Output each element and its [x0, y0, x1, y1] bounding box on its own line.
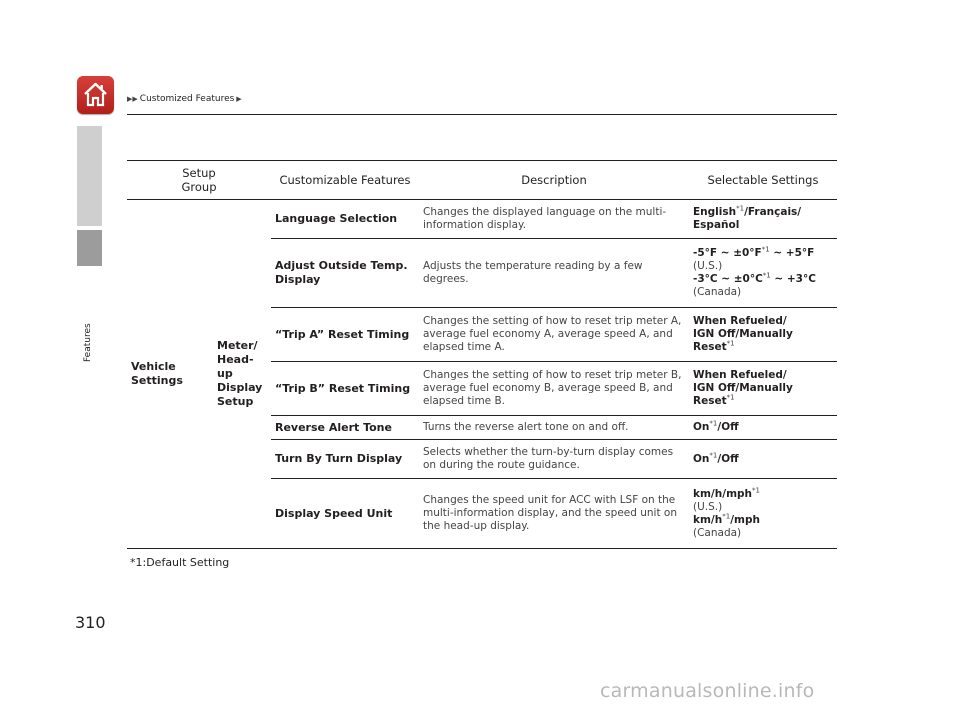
feature-name: “Trip B” Reset Timing: [271, 362, 419, 416]
feature-description: Turns the reverse alert tone on and off.: [419, 416, 689, 440]
feature-description: Changes the setting of how to reset trip meter A, average fuel economy A, average speed A, and elapsed time A.: [419, 308, 689, 362]
breadcrumb-link[interactable]: Customized Features: [139, 94, 235, 104]
feature-description: Selects whether the turn-by-turn display comes on during the route guidance.: [419, 440, 689, 479]
feature-description: Changes the displayed language on the multi-information display.: [419, 200, 689, 239]
home-button[interactable]: [77, 76, 114, 114]
feature-settings: When Refueled/ IGN Off/Manually Reset$^{*1}$: [689, 308, 837, 362]
group-meter-head-up-display-setup: Meter/ Head- up Display Setup: [213, 200, 271, 549]
table-row: [127, 200, 837, 239]
header-customizable-features: Customizable Features: [271, 161, 419, 200]
header-selectable-settings: Selectable Settings: [689, 161, 837, 200]
feature-settings: English$^{*1}$/Français/ Español: [689, 200, 837, 239]
page-number: 310: [75, 613, 106, 632]
feature-name: Turn By Turn Display: [271, 440, 419, 479]
side-tab-active-block: [77, 230, 102, 266]
breadcrumb-separator-icon: ▶▶: [127, 95, 138, 103]
feature-settings: On$^{*1}$/Off: [689, 416, 837, 440]
feature-name: Display Speed Unit: [271, 479, 419, 549]
feature-settings: -5°F ~ $\pm 0^\circ F^{*1}$ ~ +5°F (U.S.) -3°C ~ $\pm 0^\circ C^{*1}$ ~ +3°C (Canada): [689, 239, 837, 308]
breadcrumb: [127, 94, 242, 104]
home-icon: [82, 81, 109, 108]
feature-description: Changes the speed unit for ACC with LSF on the multi-information display, and the speed unit on the head-up display.: [419, 479, 689, 549]
watermark: carmanualsonline.info: [600, 680, 815, 702]
feature-settings: km/h/mph$^{*1}$ (U.S.) $km/h^{*1}$/mph (Canada): [689, 479, 837, 549]
breadcrumb-arrow-icon: ▶: [236, 95, 242, 103]
group-vehicle-settings: Vehicle Settings: [127, 200, 213, 549]
footnote: *1:Default Setting: [130, 556, 230, 569]
feature-name: Adjust Outside Temp. Display: [271, 239, 419, 308]
header-setup-group: Setup Group: [127, 161, 271, 200]
feature-description: Adjusts the temperature reading by a few degrees.: [419, 239, 689, 308]
feature-settings: On$^{*1}$/Off: [689, 440, 837, 479]
side-tab-block: [77, 126, 102, 226]
table-header-row: [127, 161, 837, 200]
feature-name: Reverse Alert Tone: [271, 416, 419, 440]
section-label: Features: [83, 323, 93, 363]
feature-name: “Trip A” Reset Timing: [271, 308, 419, 362]
feature-description: Changes the setting of how to reset trip meter B, average fuel economy B, average speed B, and elapsed time B.: [419, 362, 689, 416]
feature-settings: When Refueled/ IGN Off/Manually Reset$^{*1}$: [689, 362, 837, 416]
customized-features-table: [127, 160, 837, 549]
header-rule: [127, 114, 837, 115]
feature-name: Language Selection: [271, 200, 419, 239]
header-description: Description: [419, 161, 689, 200]
